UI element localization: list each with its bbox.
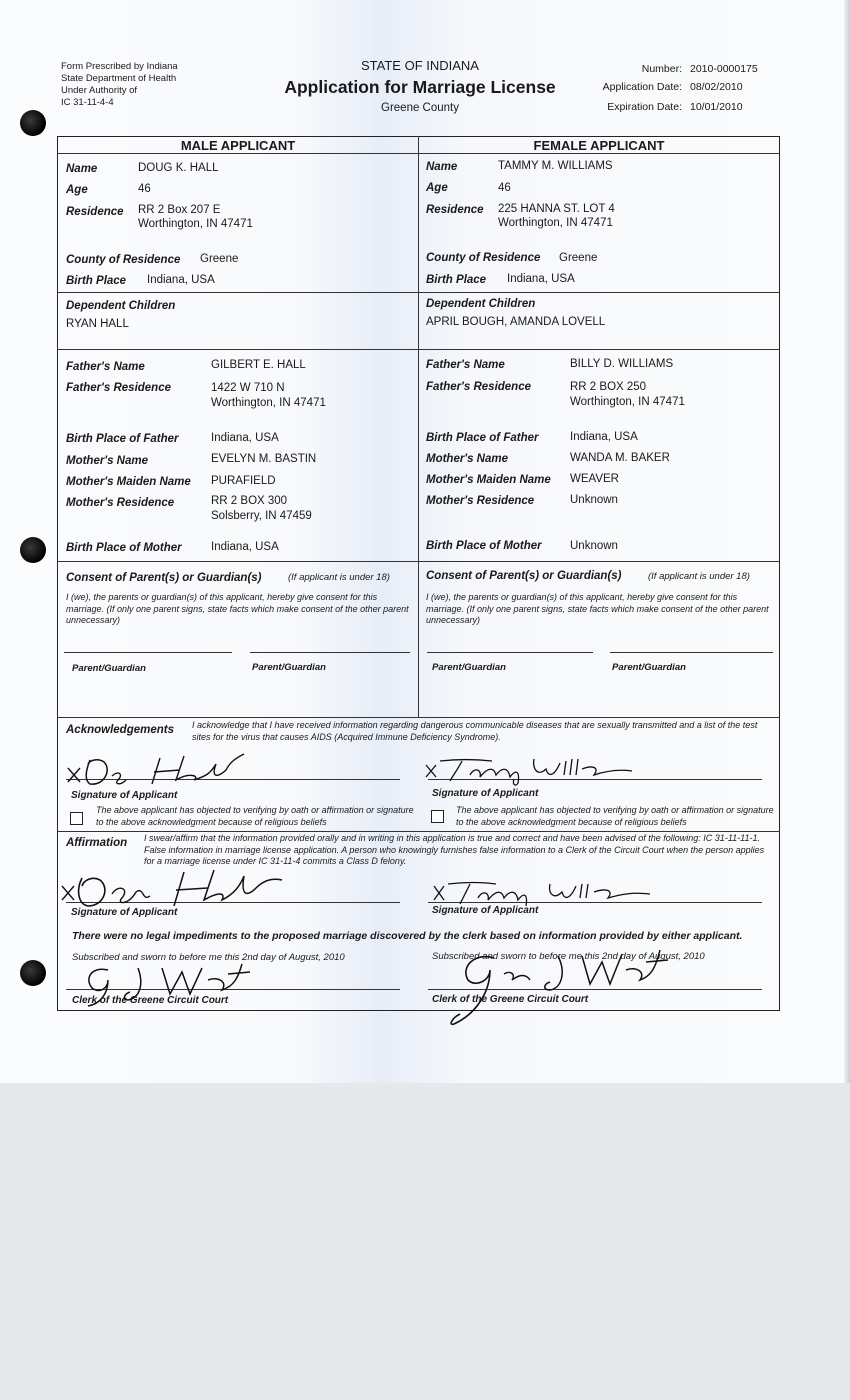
page-title: Application for Marriage License — [284, 77, 556, 97]
divider — [57, 349, 780, 350]
objection-text: The above applicant has objected to verifying by oath or affirmation or signature to the above acknowledgment because of religious beliefs — [456, 805, 774, 827]
male-mothers-residence-line2: Solsberry, IN 47459 — [211, 510, 312, 522]
parent-guardian-label: Parent/Guardian — [612, 662, 686, 673]
parent-guardian-label: Parent/Guardian — [72, 663, 146, 674]
dependent-children-label: Dependent Children — [66, 300, 176, 312]
age-label: Age — [426, 182, 448, 194]
signature-line — [250, 652, 410, 653]
male-residence-line2: Worthington, IN 47471 — [138, 218, 253, 230]
female-fathers-residence-line1: RR 2 BOX 250 — [570, 381, 647, 393]
birth-place-of-father-label: Birth Place of Father — [426, 432, 539, 444]
acknowledgements-label: Acknowledgements — [66, 724, 174, 736]
parent-guardian-label: Parent/Guardian — [252, 662, 326, 673]
female-mothers-residence: Unknown — [570, 494, 618, 506]
application-date-value: 08/02/2010 — [690, 81, 743, 93]
male-affirmation-signature — [58, 866, 288, 916]
mothers-maiden-name-label: Mother's Maiden Name — [426, 474, 551, 486]
birth-place-label: Birth Place — [66, 275, 127, 287]
consent-title: Consent of Parent(s) or Guardian(s) — [66, 572, 262, 584]
female-age: 46 — [498, 182, 511, 194]
male-county: Greene — [200, 253, 239, 265]
consent-note: (If applicant is under 18) — [648, 571, 750, 582]
number-label: Number: — [641, 63, 682, 75]
female-birth-place-mother: Unknown — [570, 540, 618, 552]
binder-hole — [20, 110, 46, 136]
male-fathers-residence-line2: Worthington, IN 47471 — [211, 397, 326, 409]
clerk-label: Clerk of the Greene Circuit Court — [432, 994, 589, 1005]
clerk-signature-right — [446, 944, 676, 1028]
female-affirmation-signature — [430, 880, 660, 912]
female-applicant-heading: FEMALE APPLICANT — [533, 138, 665, 153]
signature-of-applicant-label: Signature of Applicant — [432, 788, 539, 799]
female-mothers-maiden-name: WEAVER — [570, 473, 619, 485]
male-age: 46 — [138, 183, 151, 195]
female-acknowledgement-signature — [422, 755, 642, 789]
acknowledgement-text: I acknowledge that I have received information regarding dangerous communicable diseases that are sexually transmitted and a list of the test sites for the virus that causes AIDS (Acquired Immune Deficiency Syndrome). — [192, 720, 758, 742]
column-divider — [418, 136, 419, 717]
age-label: Age — [66, 184, 88, 196]
fathers-name-label: Father's Name — [426, 359, 505, 371]
divider — [57, 831, 780, 832]
divider — [57, 292, 780, 293]
birth-place-label: Birth Place — [426, 274, 487, 286]
mothers-residence-label: Mother's Residence — [66, 497, 175, 509]
male-applicant-heading: MALE APPLICANT — [180, 138, 296, 153]
male-mothers-maiden-name: PURAFIELD — [211, 475, 276, 487]
female-birth-place: Indiana, USA — [507, 273, 575, 285]
mothers-name-label: Mother's Name — [66, 455, 148, 467]
expiration-date-value: 10/01/2010 — [690, 101, 743, 113]
residence-label: Residence — [66, 206, 124, 218]
parent-guardian-label: Parent/Guardian — [432, 662, 506, 673]
prescribed-line: Form Prescribed by Indiana — [61, 61, 178, 72]
mothers-maiden-name-label: Mother's Maiden Name — [66, 476, 191, 488]
male-birth-place: Indiana, USA — [147, 274, 215, 286]
male-residence-line1: RR 2 Box 207 E — [138, 204, 221, 216]
signature-of-applicant-label: Signature of Applicant — [71, 790, 178, 801]
birth-place-of-father-label: Birth Place of Father — [66, 433, 179, 445]
fathers-residence-label: Father's Residence — [426, 381, 531, 393]
binder-hole — [20, 537, 46, 563]
female-residence-line1: 225 HANNA ST. LOT 4 — [498, 203, 615, 215]
clerk-label: Clerk of the Greene Circuit Court — [72, 995, 229, 1006]
dependent-children-label: Dependent Children — [426, 298, 536, 310]
binder-hole — [20, 960, 46, 986]
male-name: DOUG K. HALL — [138, 162, 219, 174]
prescribed-line: State Department of Health — [61, 73, 177, 84]
consent-note: (If applicant is under 18) — [288, 572, 390, 583]
signature-of-applicant-label: Signature of Applicant — [432, 905, 539, 916]
number-value: 2010-0000175 — [690, 63, 758, 75]
no-impediments-statement: There were no legal impediments to the proposed marriage discovered by the clerk based on information provided by either applicant. — [72, 930, 743, 942]
consent-text: I (we), the parents or guardian(s) of this applicant, hereby give consent for this marriage. (If only one parent signs, state facts which make consent of the other parent unnecessary) — [426, 592, 769, 625]
state-title: STATE OF INDIANA — [361, 58, 479, 73]
county-of-residence-label: County of Residence — [426, 252, 541, 264]
residence-label: Residence — [426, 204, 484, 216]
name-label: Name — [426, 161, 458, 173]
expiration-date-label: Expiration Date: — [607, 101, 682, 113]
signature-line — [427, 652, 593, 653]
birth-place-of-mother-label: Birth Place of Mother — [66, 542, 182, 554]
county-of-residence-label: County of Residence — [66, 254, 181, 266]
female-county: Greene — [559, 252, 598, 264]
birth-place-of-mother-label: Birth Place of Mother — [426, 540, 542, 552]
signature-line — [610, 652, 773, 653]
signature-line — [64, 652, 232, 653]
divider — [57, 561, 780, 562]
female-residence-line2: Worthington, IN 47471 — [498, 217, 613, 229]
subscribed-text: Subscribed and sworn to before me this 2nd day of August, 2010 — [432, 951, 705, 962]
prescribed-line: Under Authority of — [61, 85, 138, 96]
affirmation-label: Affirmation — [66, 837, 128, 849]
male-acknowledgement-signature — [60, 750, 260, 800]
male-dependent-children: RYAN HALL — [66, 318, 129, 330]
county-subtitle: Greene County — [381, 102, 459, 114]
male-fathers-residence-line1: 1422 W 710 N — [211, 382, 285, 394]
fathers-residence-label: Father's Residence — [66, 382, 171, 394]
clerk-signature-left — [78, 958, 258, 1014]
religious-objection-checkbox[interactable] — [70, 812, 83, 825]
objection-text: The above applicant has objected to verifying by oath or affirmation or signature to the above acknowledgment because of religious beliefs — [96, 805, 414, 827]
mothers-residence-label: Mother's Residence — [426, 495, 535, 507]
application-date-label: Application Date: — [602, 81, 682, 93]
female-name: TAMMY M. WILLIAMS — [498, 160, 613, 172]
female-fathers-residence-line2: Worthington, IN 47471 — [570, 396, 685, 408]
male-mothers-name: EVELYN M. BASTIN — [211, 453, 317, 465]
male-birth-place-father: Indiana, USA — [211, 432, 279, 444]
male-birth-place-mother: Indiana, USA — [211, 541, 279, 553]
consent-title: Consent of Parent(s) or Guardian(s) — [426, 570, 622, 582]
male-mothers-residence-line1: RR 2 BOX 300 — [211, 495, 288, 507]
affirmation-text: I swear/affirm that the information provided orally and in writing in this application is true and correct and have been advised of the following: IC 31-11-11-1. False information in marriage license application. A person who knowingly furnishes false information to a Clerk of the Circuit Court when the person applies for a marriage license under IC 31-11-4 commits a Class D felony. — [144, 833, 765, 866]
mothers-name-label: Mother's Name — [426, 453, 508, 465]
subscribed-text: Subscribed and sworn to before me this 2nd day of August, 2010 — [72, 952, 345, 963]
name-label: Name — [66, 163, 98, 175]
divider — [57, 717, 780, 718]
female-dependent-children: APRIL BOUGH, AMANDA LOVELL — [426, 316, 606, 328]
religious-objection-checkbox[interactable] — [431, 810, 444, 823]
consent-text: I (we), the parents or guardian(s) of this applicant, hereby give consent for this marriage. (If only one parent signs, state facts which make consent of the other parent unnecessary) — [66, 592, 409, 625]
signature-of-applicant-label: Signature of Applicant — [71, 907, 178, 918]
prescribed-line: IC 31-11-4-4 — [61, 97, 114, 108]
female-birth-place-father: Indiana, USA — [570, 431, 638, 443]
male-fathers-name: GILBERT E. HALL — [211, 359, 306, 371]
female-mothers-name: WANDA M. BAKER — [570, 452, 670, 464]
fathers-name-label: Father's Name — [66, 361, 145, 373]
female-fathers-name: BILLY D. WILLIAMS — [570, 358, 674, 370]
page-edge — [844, 0, 850, 1083]
